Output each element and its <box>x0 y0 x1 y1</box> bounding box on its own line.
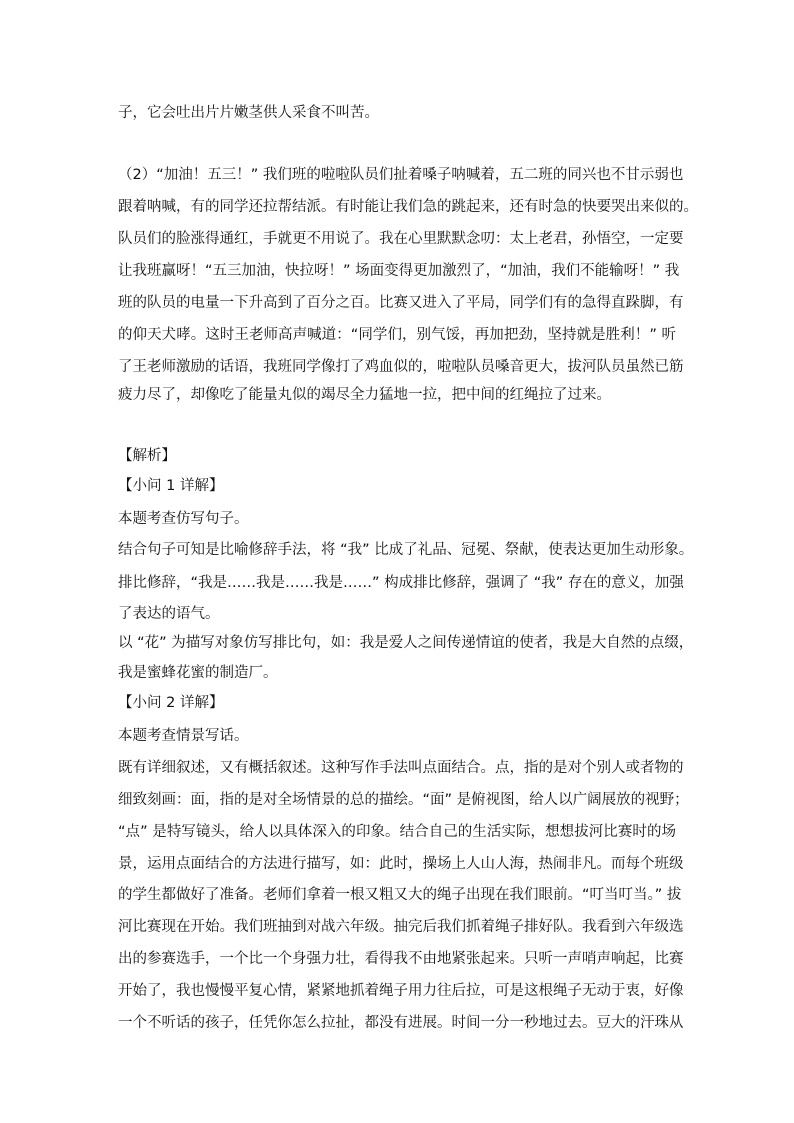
q1-line-4: 了表达的语气。 <box>118 606 220 622</box>
q2-heading: 【小问 2 详解】 <box>118 695 224 711</box>
q2-line-4: “点” 是特写镜头，给人以具体深入的印象。结合自己的生活实际，想想拔河比赛时的场 <box>118 824 676 840</box>
answer2-line-4: 让我班赢呀！“五三加油，快拉呀！” 场面变得更加激烈了，“加油，我们不能输呀！” 我 <box>118 263 680 279</box>
q2-line-6: 的学生都做好了准备。老师们拿着一根又粗又大的绳子出现在我们眼前。“叮当叮当。” 拔 <box>118 887 682 903</box>
answer2-line-6: 的仰天犬哮。这时王老师高声喊道：“同学们，别气馁，再加把劲，坚持就是胜利！” 听 <box>118 327 676 343</box>
answer2-line-8: 疲力尽了，却像吃了能量丸似的竭尽全力猛地一拉，把中间的红绳拉了过来。 <box>118 387 611 403</box>
q1-heading: 【小问 1 详解】 <box>118 478 224 494</box>
q1-line-1: 本题考查仿写句子。 <box>118 511 249 527</box>
q2-line-9: 开始了，我也慢慢平复心情，紧紧地抓着绳子用力往后拉，可是这根绳子无动于衷，好像 <box>118 983 684 999</box>
answer2-line-5: 班的队员的电量一下升高到了百分之百。比赛又进入了平局，同学们有的急得直跺脚，有 <box>118 295 684 311</box>
q2-line-10: 一个不听话的孩子，任凭你怎么拉扯，都没有进展。时间一分一秒地过去。豆大的汗珠从 <box>118 1015 684 1031</box>
q2-line-1: 本题考查情景写话。 <box>118 728 249 744</box>
q1-line-3: 排比修辞，“我是……我是……我是……” 构成排比修辞，强调了 “我” 存在的意义，加强 <box>118 575 684 591</box>
intro-tail-line: 子，它会吐出片片嫩茎供人采食不叫苦。 <box>118 105 379 121</box>
answer2-line-1: （2）“加油！五三！” 我们班的啦啦队员们扯着嗓子呐喊着，五二班的同兴也不甘示弱也 <box>118 167 684 183</box>
q2-line-2: 既有详细叙述，又有概括叙述。这种写作手法叫点面结合。点，指的是对个别人或者物的 <box>118 760 684 776</box>
q1-line-2: 结合句子可知是比喻修辞手法，将 “我” 比成了礼品、冠冕、祭献，使表达更加生动形象。 <box>118 542 694 558</box>
analysis-heading: 【解析】 <box>118 448 176 464</box>
q2-line-7: 河比赛现在开始。我们班抽到对战六年级。抽完后我们抓着绳子排好队。我看到六年级选 <box>118 919 684 935</box>
q2-line-3: 细致刻画：面，指的是对全场情景的总的描绘。“面” 是俯视图，给人以广阔展放的视野； <box>118 792 689 808</box>
q1-line-5: 以 “花” 为描写对象仿写排比句，如：我是爱人之间传递情谊的使者，我是大自然的点缀， <box>118 635 694 651</box>
answer2-line-2: 跟着呐喊，有的同学还拉帮结派。有时能让我们急的跳起来，还有时急的快要哭出来似的。 <box>118 199 698 215</box>
q2-line-5: 景，运用点面结合的方法进行描写，如：此时，操场上人山人海，热闹非凡。而每个班级 <box>118 856 684 872</box>
answer2-line-7: 了王老师激励的话语，我班同学像打了鸡血似的，啦啦队员嗓音更大，拔河队员虽然已筋 <box>118 359 684 375</box>
q2-line-8: 出的参赛选手，一个比一个身强力壮，看得我不由地紧张起来。只听一声哨声响起，比赛 <box>118 951 684 967</box>
q1-line-6: 我是蜜蜂花蜜的制造厂。 <box>118 665 278 681</box>
answer2-line-3: 队员们的脸涨得通红，手就更不用说了。我在心里默默念叨：太上老君，孙悟空，一定要 <box>118 231 684 247</box>
